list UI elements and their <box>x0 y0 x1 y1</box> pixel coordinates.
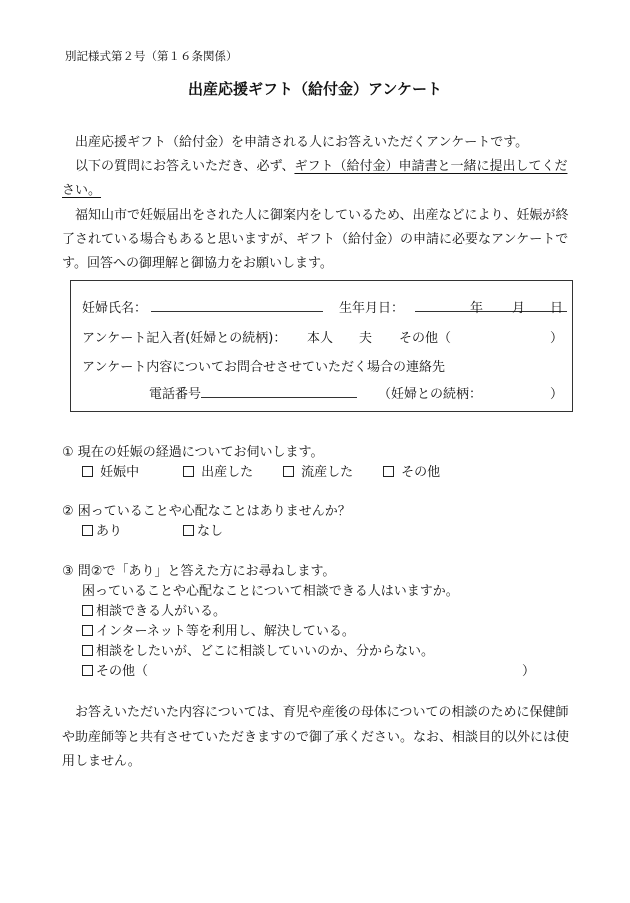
writer-other-close: ） <box>550 331 564 346</box>
dob-year-label: 年 <box>470 301 484 316</box>
q1-option-miscarriage-label: 流産した <box>301 465 354 480</box>
relation-close: ） <box>550 387 564 402</box>
checkbox-icon[interactable] <box>383 466 394 477</box>
q3-option-unsure-label: 相談をしたいが、どこに相談していいのか、分からない。 <box>96 644 435 659</box>
q3-option-internet-label: インターネット等を利用し、解決している。 <box>96 624 355 639</box>
intro-paragraph-3: 福知山市で妊娠届出をされた人に御案内をしているため、出産などにより、妊娠が終了されている場合もあると思いますが、ギフト（給付金）の申請に必要なアンケートです。回答への御理解と御協力をお願いします。 <box>62 207 569 272</box>
q1-option-other-label: その他 <box>401 465 441 480</box>
dob-field[interactable] <box>415 297 567 312</box>
q3-option-other-label: その他（ <box>96 664 149 679</box>
checkbox-icon[interactable] <box>82 665 93 676</box>
q2-option-no-label: なし <box>197 524 224 539</box>
dob-label: 生年月日： <box>339 301 405 316</box>
checkbox-icon[interactable] <box>82 525 93 536</box>
intro-paragraph-2-lead: 以下の質問にお答えいただき、必ず、 <box>75 159 295 175</box>
q2-option-yes[interactable] <box>82 520 122 539</box>
relation-label: （妊婦との続柄： <box>378 387 483 402</box>
q3-option-has-someone[interactable] <box>82 600 226 619</box>
q1-option-miscarriage[interactable] <box>283 461 353 480</box>
contact-note: アンケート内容についてお問合せさせていただく場合の連絡先 <box>82 360 445 375</box>
checkbox-icon[interactable] <box>82 625 93 636</box>
closing-text <box>62 701 572 775</box>
writer-option-other[interactable]: その他（ <box>399 331 452 346</box>
q1-option-other[interactable] <box>383 461 440 480</box>
question-3: ③ 問②で「あり」と答えた方にお尋ねします。 <box>62 564 336 579</box>
writer-option-husband[interactable]: 夫 <box>359 331 373 346</box>
intro-paragraph-2-underlined: ギフト（給付金）申請書と一緒に提出してください。 <box>62 159 568 199</box>
question-2: ② 困っていることや心配なことはありませんか？ <box>62 504 351 519</box>
intro-paragraph-1: 出産応援ギフト（給付金）を申請される人にお答えいただくアンケートです。 <box>75 135 529 150</box>
q1-option-pregnant[interactable] <box>82 461 139 480</box>
q3-option-has-someone-label: 相談できる人がいる。 <box>96 604 227 619</box>
checkbox-icon[interactable] <box>82 466 93 477</box>
dob-day-label: 日 <box>550 301 564 316</box>
q3-other-close: ） <box>522 664 536 679</box>
question-1: ① 現在の妊娠の経過についてお伺いします。 <box>62 445 324 460</box>
intro-paragraph-2 <box>62 155 570 203</box>
checkbox-icon[interactable] <box>183 466 194 477</box>
q2-option-yes-label: あり <box>96 524 123 539</box>
checkbox-icon[interactable] <box>283 466 294 477</box>
q1-option-pregnant-label: 妊娠中 <box>100 465 140 480</box>
intro-text <box>62 131 570 276</box>
applicant-info-box <box>70 280 573 412</box>
page-title: 出産応援ギフト（給付金）アンケート <box>187 80 443 98</box>
writer-label: アンケート記入者(妊婦との続柄)： <box>82 331 287 346</box>
writer-option-self[interactable]: 本人 <box>307 331 334 346</box>
q2-option-no[interactable] <box>183 520 223 539</box>
question-3-sub: 困っていることや心配なことについて相談できる人はいますか。 <box>82 584 459 599</box>
q1-option-gave-birth[interactable] <box>183 461 253 480</box>
q1-option-gave-birth-label: 出産した <box>201 465 254 480</box>
q3-option-other[interactable] <box>82 660 148 679</box>
pregnant-name-field[interactable] <box>151 297 323 312</box>
phone-label: 電話番号 <box>149 387 202 402</box>
phone-field[interactable] <box>201 383 357 398</box>
form-number: 別記様式第２号（第１６条関係） <box>65 49 238 63</box>
closing-paragraph: お答えいただいた内容については、育児や産後の母体についての相談のために保健師や助産師等と共有させていただきますので御了承ください。なお、相談目的以外には使用しません。 <box>62 705 570 769</box>
q3-option-unsure[interactable] <box>82 640 434 659</box>
checkbox-icon[interactable] <box>82 605 93 616</box>
checkbox-icon[interactable] <box>183 525 194 536</box>
dob-month-label: 月 <box>512 301 526 316</box>
pregnant-name-label: 妊婦氏名： <box>82 301 148 316</box>
q3-option-internet[interactable] <box>82 620 355 639</box>
checkbox-icon[interactable] <box>82 645 93 656</box>
